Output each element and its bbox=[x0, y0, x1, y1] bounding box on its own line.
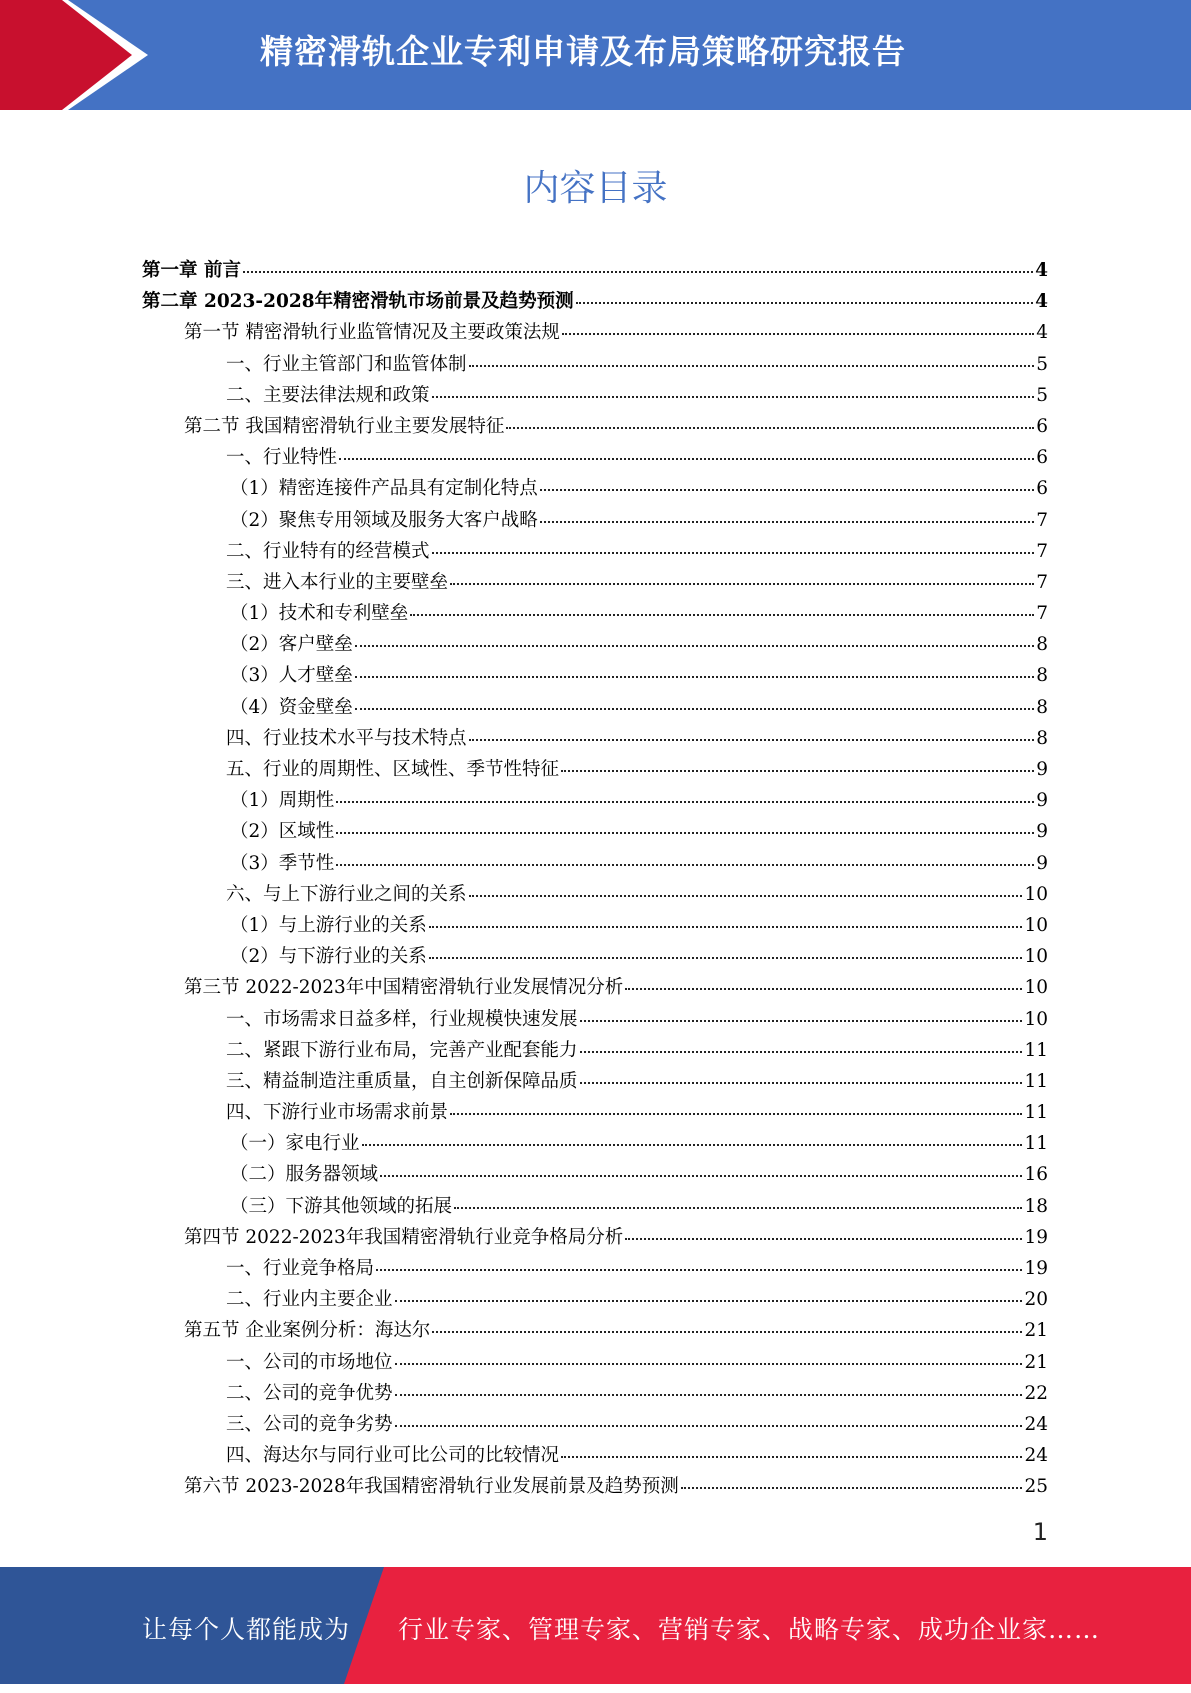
toc-entry-page: 9 bbox=[1036, 852, 1048, 874]
toc-entry[interactable] bbox=[142, 411, 1048, 442]
toc-heading: 内容目录 bbox=[523, 168, 668, 209]
toc-entry-page: 22 bbox=[1024, 1382, 1048, 1404]
toc-entry-page: 4 bbox=[1035, 260, 1048, 281]
toc-entry-page: 4 bbox=[1036, 322, 1048, 344]
toc-entry-page: 8 bbox=[1036, 727, 1048, 749]
toc-entry-page: 5 bbox=[1036, 353, 1048, 375]
toc-entry-page: 8 bbox=[1036, 665, 1048, 687]
toc-entry-page: 10 bbox=[1024, 1008, 1048, 1030]
toc-entry[interactable] bbox=[142, 1378, 1048, 1409]
toc-dot-leader bbox=[506, 427, 1034, 429]
toc-dot-leader bbox=[429, 926, 1023, 928]
toc-entry-page: 9 bbox=[1036, 821, 1048, 843]
footer-banner bbox=[0, 1567, 1191, 1684]
toc-dot-leader bbox=[561, 770, 1034, 772]
toc-dot-leader bbox=[576, 302, 1034, 304]
toc-dot-leader bbox=[540, 489, 1034, 491]
toc-dot-leader bbox=[362, 1144, 1023, 1146]
toc-entry-title: 四、海达尔与同行业可比公司的比较情况 bbox=[226, 1445, 560, 1467]
toc-entry-page: 6 bbox=[1036, 447, 1048, 469]
toc-dot-leader bbox=[432, 1331, 1022, 1333]
toc-dot-leader bbox=[339, 458, 1034, 460]
toc-entry[interactable] bbox=[142, 972, 1048, 1003]
toc-entry-page: 11 bbox=[1024, 1133, 1048, 1155]
toc-entry[interactable] bbox=[142, 848, 1048, 879]
toc-entry-title: （2）区域性 bbox=[230, 821, 335, 843]
toc-entry-page: 25 bbox=[1024, 1476, 1048, 1498]
toc-dot-leader bbox=[580, 1082, 1023, 1084]
toc-entry-page: 4 bbox=[1035, 291, 1048, 313]
toc-dot-leader bbox=[540, 521, 1034, 523]
toc-dot-leader bbox=[561, 1456, 1022, 1458]
toc-dot-leader bbox=[355, 708, 1034, 710]
toc-entry-page: 11 bbox=[1024, 1102, 1048, 1124]
toc-entry-page: 8 bbox=[1036, 696, 1048, 718]
report-title: 精密滑轨企业专利申请及布局策略研究报告 bbox=[260, 32, 906, 71]
toc-entry[interactable] bbox=[142, 317, 1048, 348]
toc-entry-page: 11 bbox=[1024, 1070, 1048, 1092]
toc-entry[interactable] bbox=[142, 442, 1048, 473]
toc-dot-leader bbox=[454, 1207, 1022, 1209]
toc-entry-page: 19 bbox=[1024, 1258, 1048, 1279]
toc-entry-title: 第二节 我国精密滑轨行业主要发展特征 bbox=[184, 415, 505, 437]
toc-entry-title: 二、主要法律法规和政策 bbox=[226, 384, 430, 406]
toc-entry[interactable] bbox=[142, 1471, 1048, 1502]
toc-dot-leader bbox=[429, 957, 1023, 959]
toc-entry[interactable] bbox=[142, 1409, 1048, 1440]
toc-entry[interactable] bbox=[142, 473, 1048, 504]
toc-dot-leader bbox=[395, 1363, 1023, 1365]
toc-entry-title: 第四节 2022-2023年我国精密滑轨行业竞争格局分析 bbox=[184, 1226, 624, 1248]
toc-entry-page: 7 bbox=[1036, 509, 1048, 531]
toc-entry-title: （1）技术和专利壁垒 bbox=[230, 603, 409, 625]
toc-entry-title: 一、行业竞争格局 bbox=[226, 1258, 375, 1279]
toc-entry-title: 六、与上下游行业之间的关系 bbox=[226, 883, 467, 905]
toc-entry-title: 一、行业特性 bbox=[226, 447, 338, 469]
toc-entry-page: 10 bbox=[1024, 977, 1048, 999]
toc-entry-page: 20 bbox=[1024, 1289, 1048, 1311]
toc-entry-title: 三、公司的竞争劣势 bbox=[226, 1413, 393, 1435]
toc-dot-leader bbox=[681, 1487, 1023, 1489]
toc-dot-leader bbox=[432, 552, 1035, 554]
toc-entry[interactable] bbox=[142, 692, 1048, 723]
footer-slogan-left: 让每个人都能成为 bbox=[142, 1615, 351, 1644]
toc-dot-leader bbox=[580, 1051, 1023, 1053]
toc-entry[interactable] bbox=[142, 286, 1048, 317]
toc-entry-title: 一、公司的市场地位 bbox=[226, 1351, 393, 1373]
toc-entry-title: 第三节 2022-2023年中国精密滑轨行业发展情况分析 bbox=[184, 977, 624, 999]
toc-entry[interactable] bbox=[142, 785, 1048, 816]
toc-entry-title: 二、行业特有的经营模式 bbox=[226, 540, 430, 562]
toc-dot-leader bbox=[625, 1238, 1022, 1240]
toc-entry[interactable] bbox=[142, 816, 1048, 847]
toc-entry[interactable] bbox=[142, 1066, 1048, 1097]
toc-entry-title: （1）周期性 bbox=[230, 790, 335, 812]
toc-entry[interactable] bbox=[142, 629, 1048, 660]
toc-entry[interactable] bbox=[142, 1191, 1048, 1222]
toc-dot-leader bbox=[336, 801, 1034, 803]
toc-entry[interactable] bbox=[142, 567, 1048, 598]
toc-entry[interactable] bbox=[142, 255, 1048, 286]
header-banner bbox=[0, 0, 1191, 110]
toc-entry-page: 11 bbox=[1024, 1039, 1048, 1061]
toc-entry[interactable] bbox=[142, 910, 1048, 941]
toc-dot-leader bbox=[243, 271, 1033, 273]
toc-entry[interactable] bbox=[142, 754, 1048, 785]
toc-entry-title: （1）精密连接件产品具有定制化特点 bbox=[230, 478, 538, 500]
toc-entry-page: 6 bbox=[1036, 415, 1048, 437]
table-of-contents bbox=[142, 255, 1048, 1503]
toc-entry-title: 三、精益制造注重质量，自主创新保障品质 bbox=[226, 1070, 578, 1092]
toc-dot-leader bbox=[355, 676, 1034, 678]
toc-dot-leader bbox=[469, 365, 1035, 367]
toc-entry-title: 五、行业的周期性、区域性、季节性特征 bbox=[226, 759, 560, 780]
toc-dot-leader bbox=[450, 583, 1034, 585]
toc-dot-leader bbox=[376, 1269, 1022, 1271]
toc-dot-leader bbox=[469, 739, 1035, 741]
toc-entry-title: （2）客户壁垒 bbox=[230, 634, 353, 656]
toc-entry-title: （二）服务器领域 bbox=[230, 1164, 379, 1186]
toc-entry-title: （4）资金壁垒 bbox=[230, 696, 353, 718]
toc-entry-title: （3）人才壁垒 bbox=[230, 665, 353, 687]
toc-entry-page: 7 bbox=[1036, 571, 1048, 593]
toc-dot-leader bbox=[580, 1020, 1023, 1022]
toc-entry-title: 一、市场需求日益多样，行业规模快速发展 bbox=[226, 1008, 578, 1030]
toc-entry-title: （一）家电行业 bbox=[230, 1133, 360, 1155]
toc-entry-title: 二、公司的竞争优势 bbox=[226, 1382, 393, 1404]
toc-dot-leader bbox=[355, 645, 1034, 647]
toc-entry-title: （2）与下游行业的关系 bbox=[230, 946, 427, 968]
toc-entry[interactable] bbox=[142, 1159, 1048, 1190]
toc-entry-title: 第二章 2023-2028年精密滑轨市场前景及趋势预测 bbox=[142, 291, 574, 313]
toc-entry-page: 24 bbox=[1024, 1445, 1048, 1467]
toc-dot-leader bbox=[395, 1425, 1023, 1427]
toc-entry-title: 二、行业内主要企业 bbox=[226, 1289, 393, 1311]
page-number: 1 bbox=[1032, 1518, 1048, 1546]
toc-entry[interactable] bbox=[142, 1284, 1048, 1315]
toc-entry-page: 21 bbox=[1024, 1351, 1048, 1373]
toc-entry-page: 10 bbox=[1024, 914, 1048, 936]
toc-dot-leader bbox=[380, 1175, 1022, 1177]
toc-entry-page: 10 bbox=[1024, 883, 1048, 905]
toc-dot-leader bbox=[336, 864, 1034, 866]
toc-entry-title: 三、进入本行业的主要壁垒 bbox=[226, 571, 449, 593]
toc-entry-page: 5 bbox=[1036, 384, 1048, 406]
toc-entry-title: （三）下游其他领域的拓展 bbox=[230, 1195, 453, 1217]
toc-entry-page: 16 bbox=[1024, 1164, 1048, 1186]
toc-entry-page: 24 bbox=[1024, 1413, 1048, 1435]
toc-entry[interactable] bbox=[142, 505, 1048, 536]
toc-dot-leader bbox=[395, 1300, 1023, 1302]
toc-dot-leader bbox=[625, 988, 1022, 990]
toc-entry-title: 一、行业主管部门和监管体制 bbox=[226, 353, 467, 375]
toc-entry[interactable] bbox=[142, 879, 1048, 910]
toc-entry-page: 19 bbox=[1024, 1226, 1048, 1248]
toc-dot-leader bbox=[395, 1394, 1023, 1396]
toc-entry[interactable] bbox=[142, 598, 1048, 629]
toc-dot-leader bbox=[562, 333, 1034, 335]
toc-dot-leader bbox=[336, 832, 1034, 834]
toc-entry-page: 8 bbox=[1036, 634, 1048, 656]
toc-entry-page: 9 bbox=[1036, 759, 1048, 780]
toc-entry-title: 四、下游行业市场需求前景 bbox=[226, 1102, 449, 1124]
toc-entry-title: （2）聚焦专用领域及服务大客户战略 bbox=[230, 509, 538, 531]
toc-entry-title: （3）季节性 bbox=[230, 852, 335, 874]
toc-entry-title: 四、行业技术水平与技术特点 bbox=[226, 727, 467, 749]
toc-entry[interactable] bbox=[142, 1222, 1048, 1253]
toc-entry-page: 7 bbox=[1036, 540, 1048, 562]
toc-entry[interactable] bbox=[142, 723, 1048, 754]
toc-entry-title: 第一章 前言 bbox=[142, 260, 241, 281]
toc-entry[interactable] bbox=[142, 1253, 1048, 1284]
toc-dot-leader bbox=[450, 1113, 1022, 1115]
toc-entry-title: 第五节 企业案例分析：海达尔 bbox=[184, 1320, 431, 1342]
toc-entry[interactable] bbox=[142, 1004, 1048, 1035]
toc-entry[interactable] bbox=[142, 1128, 1048, 1159]
toc-entry[interactable] bbox=[142, 941, 1048, 972]
toc-entry-page: 21 bbox=[1024, 1320, 1048, 1342]
toc-entry-title: 第一节 精密滑轨行业监管情况及主要政策法规 bbox=[184, 322, 560, 344]
toc-entry[interactable] bbox=[142, 1035, 1048, 1066]
toc-dot-leader bbox=[469, 895, 1023, 897]
toc-entry-page: 7 bbox=[1036, 603, 1048, 625]
toc-entry-page: 10 bbox=[1024, 946, 1048, 968]
toc-entry-page: 18 bbox=[1024, 1195, 1048, 1217]
toc-dot-leader bbox=[432, 396, 1035, 398]
toc-dot-leader bbox=[410, 614, 1034, 616]
toc-entry[interactable] bbox=[142, 1440, 1048, 1471]
toc-entry[interactable] bbox=[142, 660, 1048, 691]
toc-entry-title: 第六节 2023-2028年我国精密滑轨行业发展前景及趋势预测 bbox=[184, 1476, 679, 1498]
toc-entry-page: 9 bbox=[1036, 790, 1048, 812]
footer-slogan-right: 行业专家、管理专家、营销专家、战略专家、成功企业家…… bbox=[398, 1615, 1101, 1644]
toc-entry[interactable] bbox=[142, 1347, 1048, 1378]
toc-entry-page: 6 bbox=[1036, 478, 1048, 500]
toc-entry[interactable] bbox=[142, 380, 1048, 411]
toc-entry[interactable] bbox=[142, 1315, 1048, 1346]
toc-entry[interactable] bbox=[142, 349, 1048, 380]
toc-entry[interactable] bbox=[142, 1097, 1048, 1128]
toc-entry-title: （1）与上游行业的关系 bbox=[230, 914, 427, 936]
toc-entry-title: 二、紧跟下游行业布局，完善产业配套能力 bbox=[226, 1039, 578, 1061]
toc-entry[interactable] bbox=[142, 536, 1048, 567]
